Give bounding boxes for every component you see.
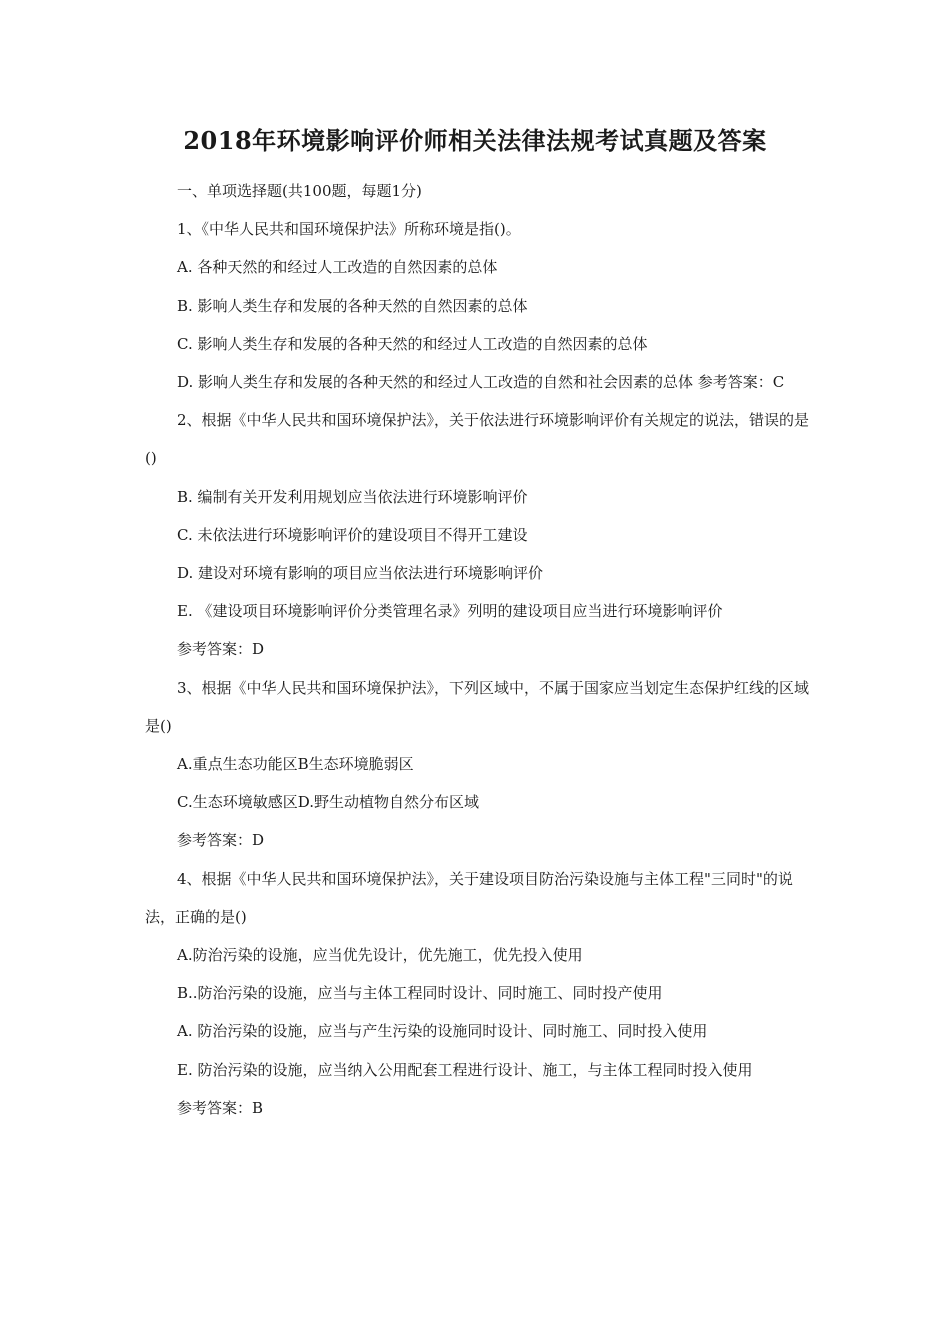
document-title: 2018年环境影响评价师相关法律法规考试真题及答案: [183, 126, 767, 155]
question-4-option: B..防治污染的设施，应当与主体工程同时设计、同时施工、同时投产使用: [177, 984, 663, 1003]
section-heading: 一、单项选择题(共100题，每题1分): [177, 182, 422, 200]
question-1-option: B. 影响人类生存和发展的各种天然的自然因素的总体: [177, 296, 528, 315]
question-4-answer: 参考答案：B: [177, 1098, 264, 1117]
question-3-option: A.重点生态功能区B生态环境脆弱区: [177, 755, 414, 774]
question-2-stem: 2、根据《中华人民共和国环境保护法》，关于依法进行环境影响评价有关规定的说法，错误的是(): [145, 411, 810, 468]
question-2-answer: 参考答案：D: [177, 640, 265, 659]
question-4-option: E. 防治污染的设施，应当纳入公用配套工程进行设计、施工，与主体工程同时投入使用: [177, 1060, 753, 1079]
question-2-option: B. 编制有关开发利用规划应当依法进行环境影响评价: [177, 487, 528, 506]
question-1-option-with-answer: D. 影响人类生存和发展的各种天然的和经过人工改造的自然和社会因素的总体 参考答案：C: [177, 373, 785, 392]
question-2-option: E. 《建设项目环境影响评价分类管理名录》列明的建设项目应当进行环境影响评价: [177, 602, 723, 621]
question-4-stem: 4、根据《中华人民共和国环境保护法》，关于建设项目防治污染设施与主体工程"三同时"的说法，正确的是(): [145, 869, 793, 926]
question-3-answer: 参考答案：D: [177, 831, 265, 850]
question-3-stem: 3、根据《中华人民共和国环境保护法》，下列区域中，不属于国家应当划定生态保护红线的区域是(): [145, 678, 810, 735]
question-4-option: A. 防治污染的设施，应当与产生污染的设施同时设计、同时施工、同时投入使用: [177, 1022, 708, 1041]
question-1-stem: 1、《中华人民共和国环境保护法》所称环境是指()。: [177, 220, 521, 239]
question-2-option: C. 未依法进行环境影响评价的建设项目不得开工建设: [177, 525, 528, 544]
question-1-option: C. 影响人类生存和发展的各种天然的和经过人工改造的自然因素的总体: [177, 334, 648, 353]
question-4-option: A.防治污染的设施，应当优先设计，优先施工，优先投入使用: [177, 946, 583, 965]
question-2-option: D. 建设对环境有影响的项目应当依法进行环境影响评价: [177, 564, 544, 583]
question-3-option: C.生态环境敏感区D.野生动植物自然分布区域: [177, 793, 479, 812]
document-body: [145, 172, 813, 1127]
question-1-option: A. 各种天然的和经过人工改造的自然因素的总体: [177, 258, 498, 277]
